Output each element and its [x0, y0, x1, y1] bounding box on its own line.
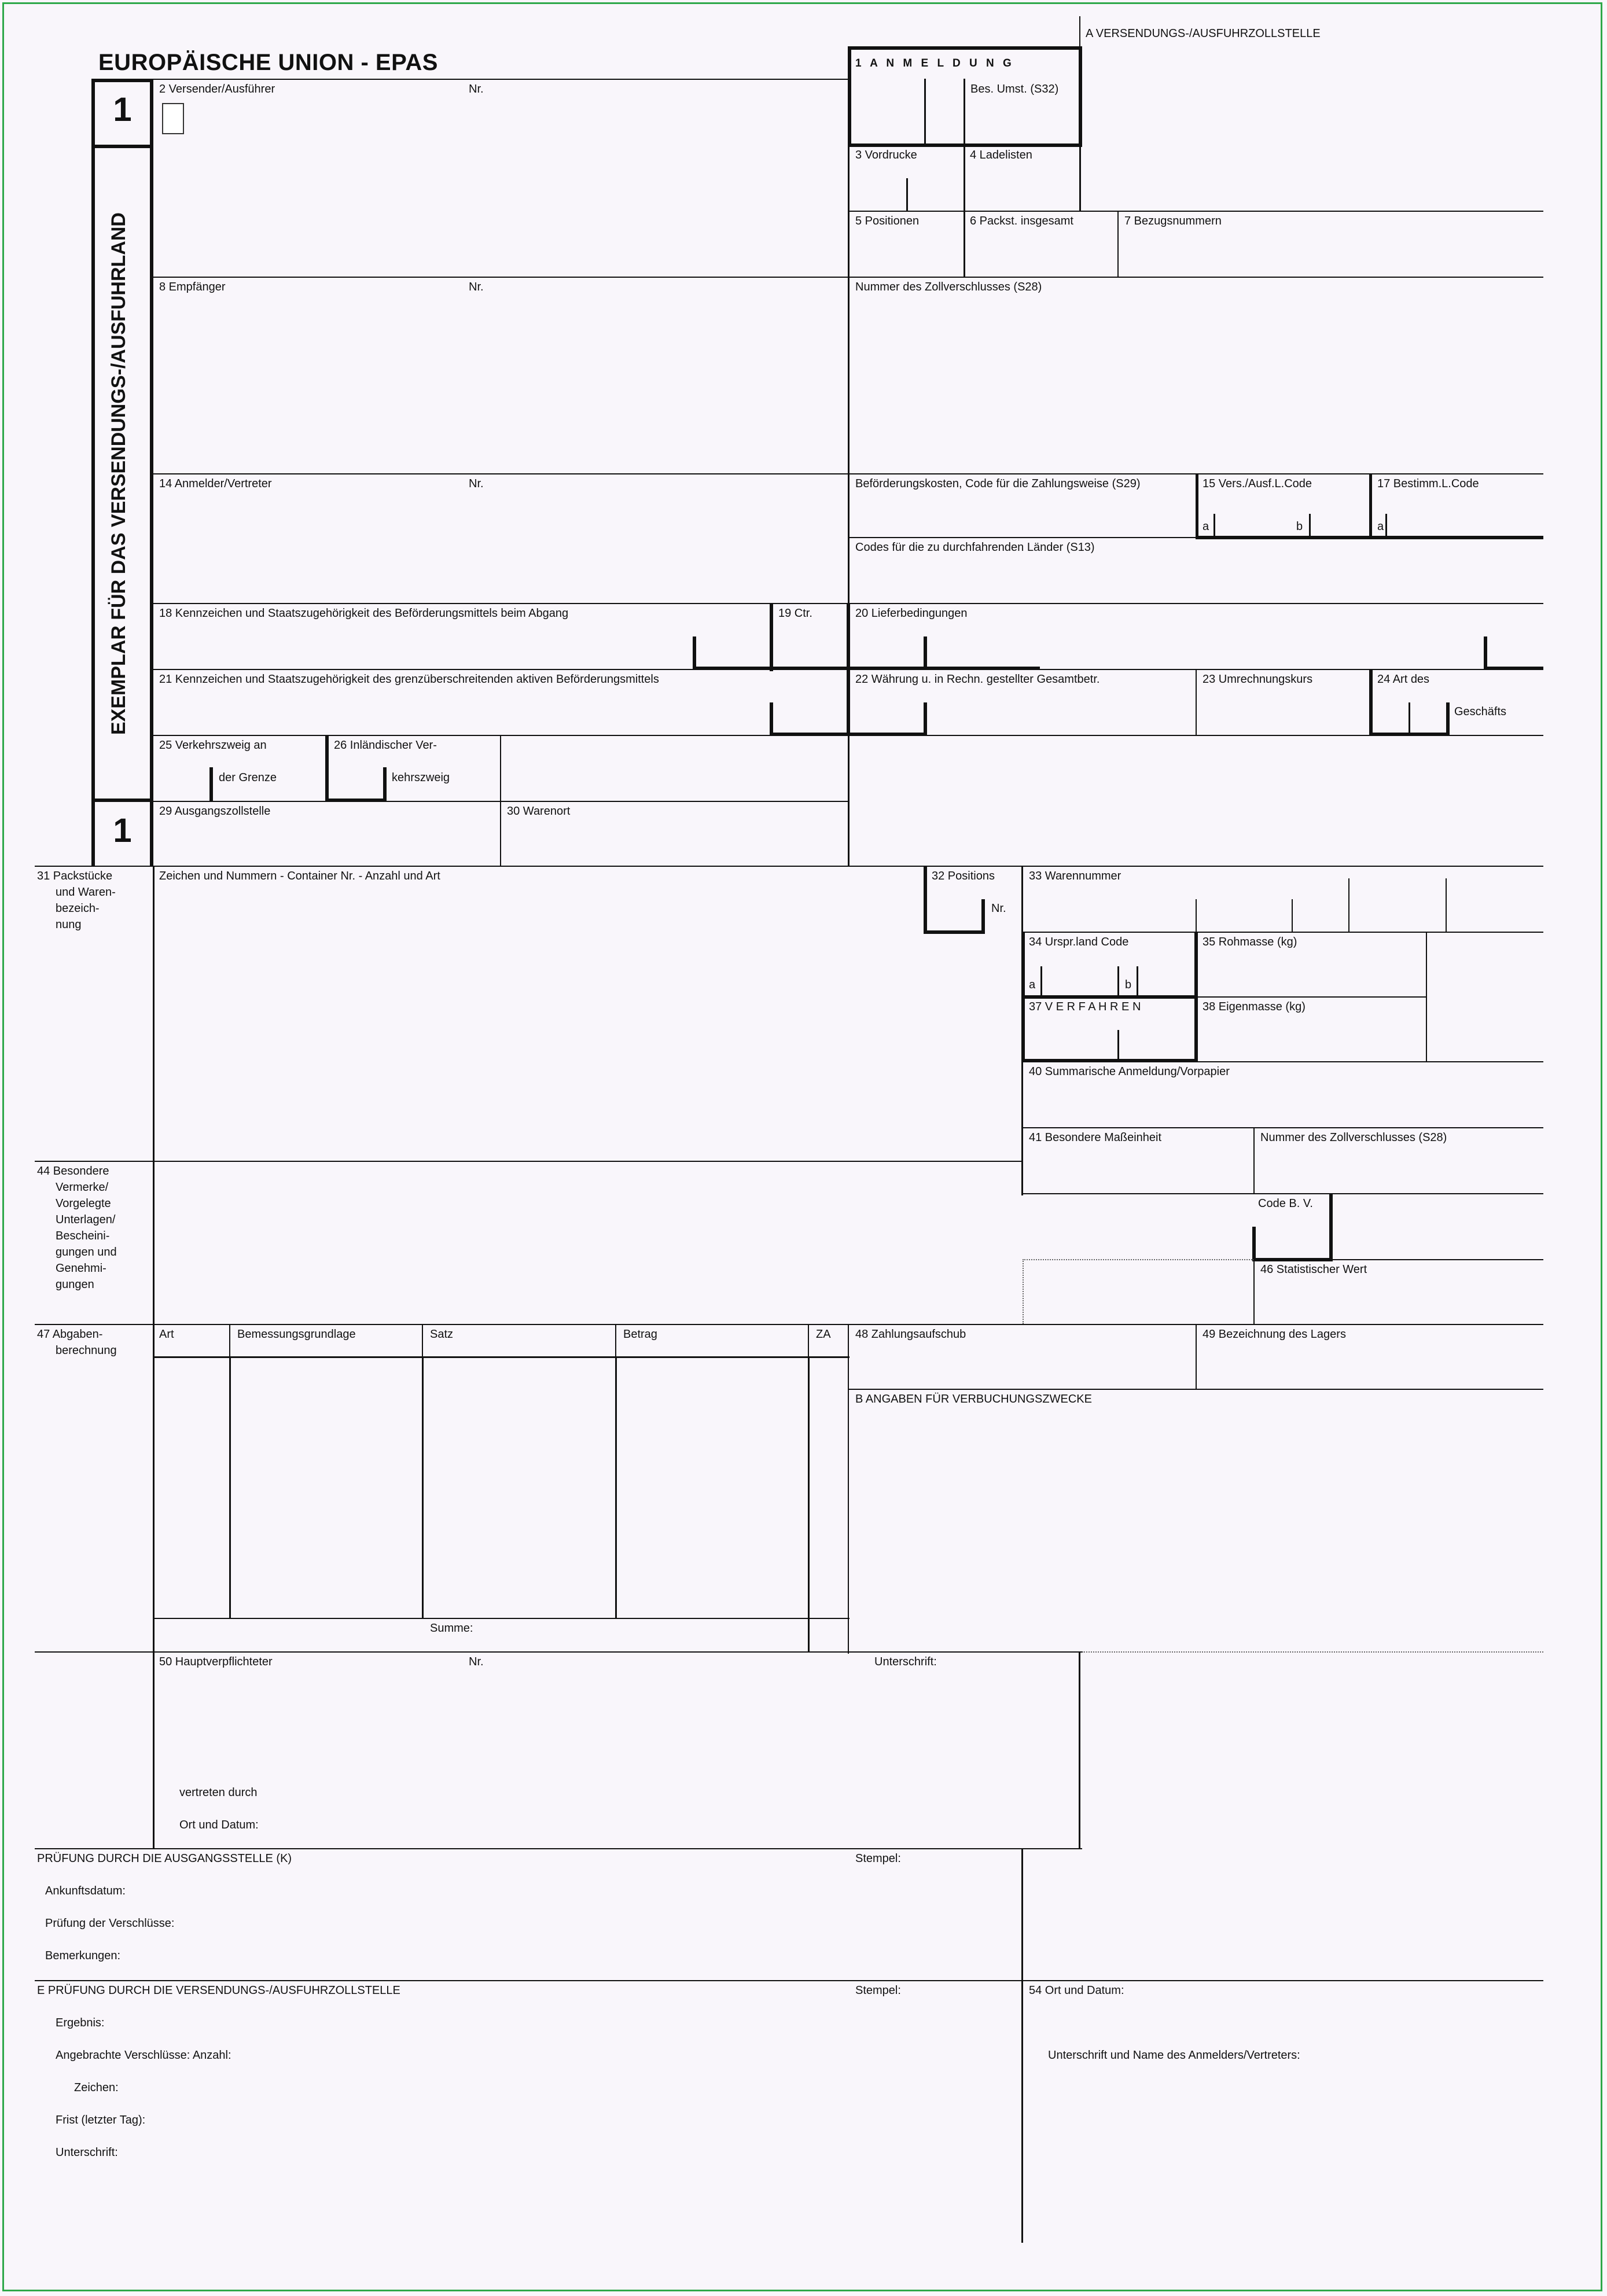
field-17-a: a [1377, 520, 1384, 533]
field-44-g: Genehmi- [56, 1262, 106, 1275]
field-46-label: 46 Statistischer Wert [1260, 1263, 1367, 1276]
field-8-nr: Nr. [469, 281, 484, 293]
field-2-label: 2 Versender/Ausführer [159, 83, 275, 95]
field-35-label: 35 Rohmasse (kg) [1203, 936, 1297, 948]
field-44-h: gungen [56, 1278, 94, 1291]
angebrachte-label: Angebrachte Verschlüsse: Anzahl: [56, 2049, 231, 2062]
field-33-label: 33 Warennummer [1029, 870, 1121, 882]
zollverschluss-label: Nummer des Zollverschlusses (S28) [855, 281, 1042, 293]
field-40-label: 40 Summarische Anmeldung/Vorpapier [1029, 1065, 1230, 1078]
ergebnis-label: Ergebnis: [56, 2017, 105, 2029]
ort-datum-label: Ort und Datum: [179, 1819, 259, 1831]
befoerderungskosten-label: Beförderungskosten, Code für die Zahlungsweise (S29) [855, 477, 1141, 490]
field-44-e: Bescheini- [56, 1230, 110, 1242]
frist-label: Frist (letzter Tag): [56, 2114, 146, 2126]
col-betrag: Betrag [623, 1328, 657, 1341]
field-7-label: 7 Bezugsnummern [1124, 215, 1222, 227]
col-bemessung: Bemessungsgrundlage [237, 1328, 356, 1341]
copy-number-bottom: 1 [113, 812, 132, 849]
field-3-label: 3 Vordrucke [855, 149, 917, 161]
sender-checkbox[interactable] [162, 103, 184, 134]
field-48-label: 48 Zahlungsaufschub [855, 1328, 966, 1341]
pruefung-verschluesse-label: Prüfung der Verschlüsse: [45, 1917, 175, 1930]
field-41-label: 41 Besondere Maßeinheit [1029, 1131, 1162, 1144]
field-32-label: 32 Positions [932, 870, 995, 882]
field-24-label: 24 Art des [1377, 673, 1430, 686]
field-44-label: 44 Besondere [37, 1165, 109, 1178]
bemerkungen-label: Bemerkungen: [45, 1949, 121, 1962]
field-15-b: b [1296, 520, 1303, 533]
field-44-d: Unterlagen/ [56, 1213, 116, 1226]
field-34-label: 34 Urspr.land Code [1029, 936, 1129, 948]
col-art: Art [159, 1328, 174, 1341]
field-47-label: 47 Abgaben- [37, 1328, 103, 1341]
field-31-b: und Waren- [56, 886, 116, 899]
pruefung-k-label: PRÜFUNG DURCH DIE AUSGANGSSTELLE (K) [37, 1852, 292, 1865]
unterschrift-name-label: Unterschrift und Name des Anmelders/Vertreters: [1048, 2049, 1300, 2062]
summe-label: Summe: [430, 1622, 473, 1635]
field-38-label: 38 Eigenmasse (kg) [1203, 1000, 1306, 1013]
field-50-unterschrift: Unterschrift: [874, 1655, 937, 1668]
copy-number-top: 1 [113, 91, 132, 128]
field-49-label: 49 Bezeichnung des Lagers [1203, 1328, 1346, 1341]
code-bv-label: Code B. V. [1258, 1197, 1313, 1210]
vertreten-label: vertreten durch [179, 1786, 258, 1799]
field-19-label: 19 Ctr. [778, 607, 812, 620]
field-31-label: 31 Packstücke [37, 870, 113, 882]
field-17-label: 17 Bestimm.L.Code [1377, 477, 1479, 490]
copy-side-label: EXEMPLAR FÜR DAS VERSENDUNGS-/AUSFUHRLAND [108, 212, 130, 735]
field-21-label: 21 Kennzeichen und Staatszugehörigkeit des grenzüberschreitenden aktiven Beförderungsmittels [159, 673, 659, 686]
col-satz: Satz [430, 1328, 454, 1341]
field-34-b: b [1125, 978, 1132, 991]
field-44-c: Vorgelegte [56, 1197, 111, 1210]
field-b-label: B ANGABEN FÜR VERBUCHUNGSZWECKE [855, 1393, 1092, 1405]
field-25-grenze: der Grenze [219, 771, 277, 784]
field-54-label: 54 Ort und Datum: [1029, 1984, 1124, 1997]
field-30-label: 30 Warenort [507, 805, 571, 818]
page-border [2, 2, 1602, 2291]
field-34-a: a [1029, 978, 1036, 991]
field-31-d: nung [56, 918, 82, 931]
form-title: EUROPÄISCHE UNION - EPAS [98, 50, 438, 75]
field-14-label: 14 Anmelder/Vertreter [159, 477, 272, 490]
stempel-e-label: Stempel: [855, 1984, 901, 1997]
field-bes-umst: Bes. Umst. (S32) [970, 83, 1059, 95]
unterschrift2-label: Unterschrift: [56, 2146, 118, 2159]
field-15-a: a [1203, 520, 1209, 533]
field-23-label: 23 Umrechnungskurs [1203, 673, 1313, 686]
field-24-geschaefts: Geschäfts [1454, 705, 1507, 718]
field-29-label: 29 Ausgangszollstelle [159, 805, 271, 818]
field-18-label: 18 Kennzeichen und Staatszugehörigkeit des Beförderungsmittels beim Abgang [159, 607, 569, 620]
field-41-zollverschluss: Nummer des Zollverschlusses (S28) [1260, 1131, 1447, 1144]
zeichen2-label: Zeichen: [74, 2081, 119, 2094]
stempel-k-label: Stempel: [855, 1852, 901, 1865]
field-25-label: 25 Verkehrszweig an [159, 739, 267, 752]
field-6-label: 6 Packst. insgesamt [970, 215, 1073, 227]
field-50-label: 50 Hauptverpflichteter [159, 1655, 273, 1668]
field-1-label: 1 A N M E L D U N G [855, 57, 1014, 69]
field-5-label: 5 Positionen [855, 215, 920, 227]
col-za: ZA [816, 1328, 831, 1341]
field-37-label: 37 V E R F A H R E N [1029, 1000, 1141, 1013]
codes-laender-label: Codes für die zu durchfahrenden Länder (S13) [855, 541, 1095, 554]
ankunft-label: Ankunftsdatum: [45, 1885, 126, 1897]
field-15-label: 15 Vers./Ausf.L.Code [1203, 477, 1312, 490]
field-2-nr: Nr. [469, 83, 484, 95]
field-20-label: 20 Lieferbedingungen [855, 607, 968, 620]
field-44-b: Vermerke/ [56, 1181, 109, 1194]
field-22-label: 22 Währung u. in Rechn. gestellter Gesamtbetr. [855, 673, 1100, 686]
field-26-label: 26 Inländischer Ver- [334, 739, 437, 752]
pruefung-e-label: E PRÜFUNG DURCH DIE VERSENDUNGS-/AUSFUHRZOLLSTELLE [37, 1984, 400, 1997]
field-47-b: berechnung [56, 1344, 117, 1357]
field-4-label: 4 Ladelisten [970, 149, 1032, 161]
field-14-nr: Nr. [469, 477, 484, 490]
field-26-verkehrszweig: kehrszweig [392, 771, 450, 784]
zeichen-nummern-label: Zeichen und Nummern - Container Nr. - Anzahl und Art [159, 870, 440, 882]
field-50-nr: Nr. [469, 1655, 484, 1668]
field-32-nr: Nr. [991, 902, 1006, 915]
field-a-label: A VERSENDUNGS-/AUSFUHRZOLLSTELLE [1086, 27, 1321, 40]
field-44-f: gungen und [56, 1246, 117, 1259]
field-8-label: 8 Empfänger [159, 281, 226, 293]
field-31-c: bezeich- [56, 902, 100, 915]
